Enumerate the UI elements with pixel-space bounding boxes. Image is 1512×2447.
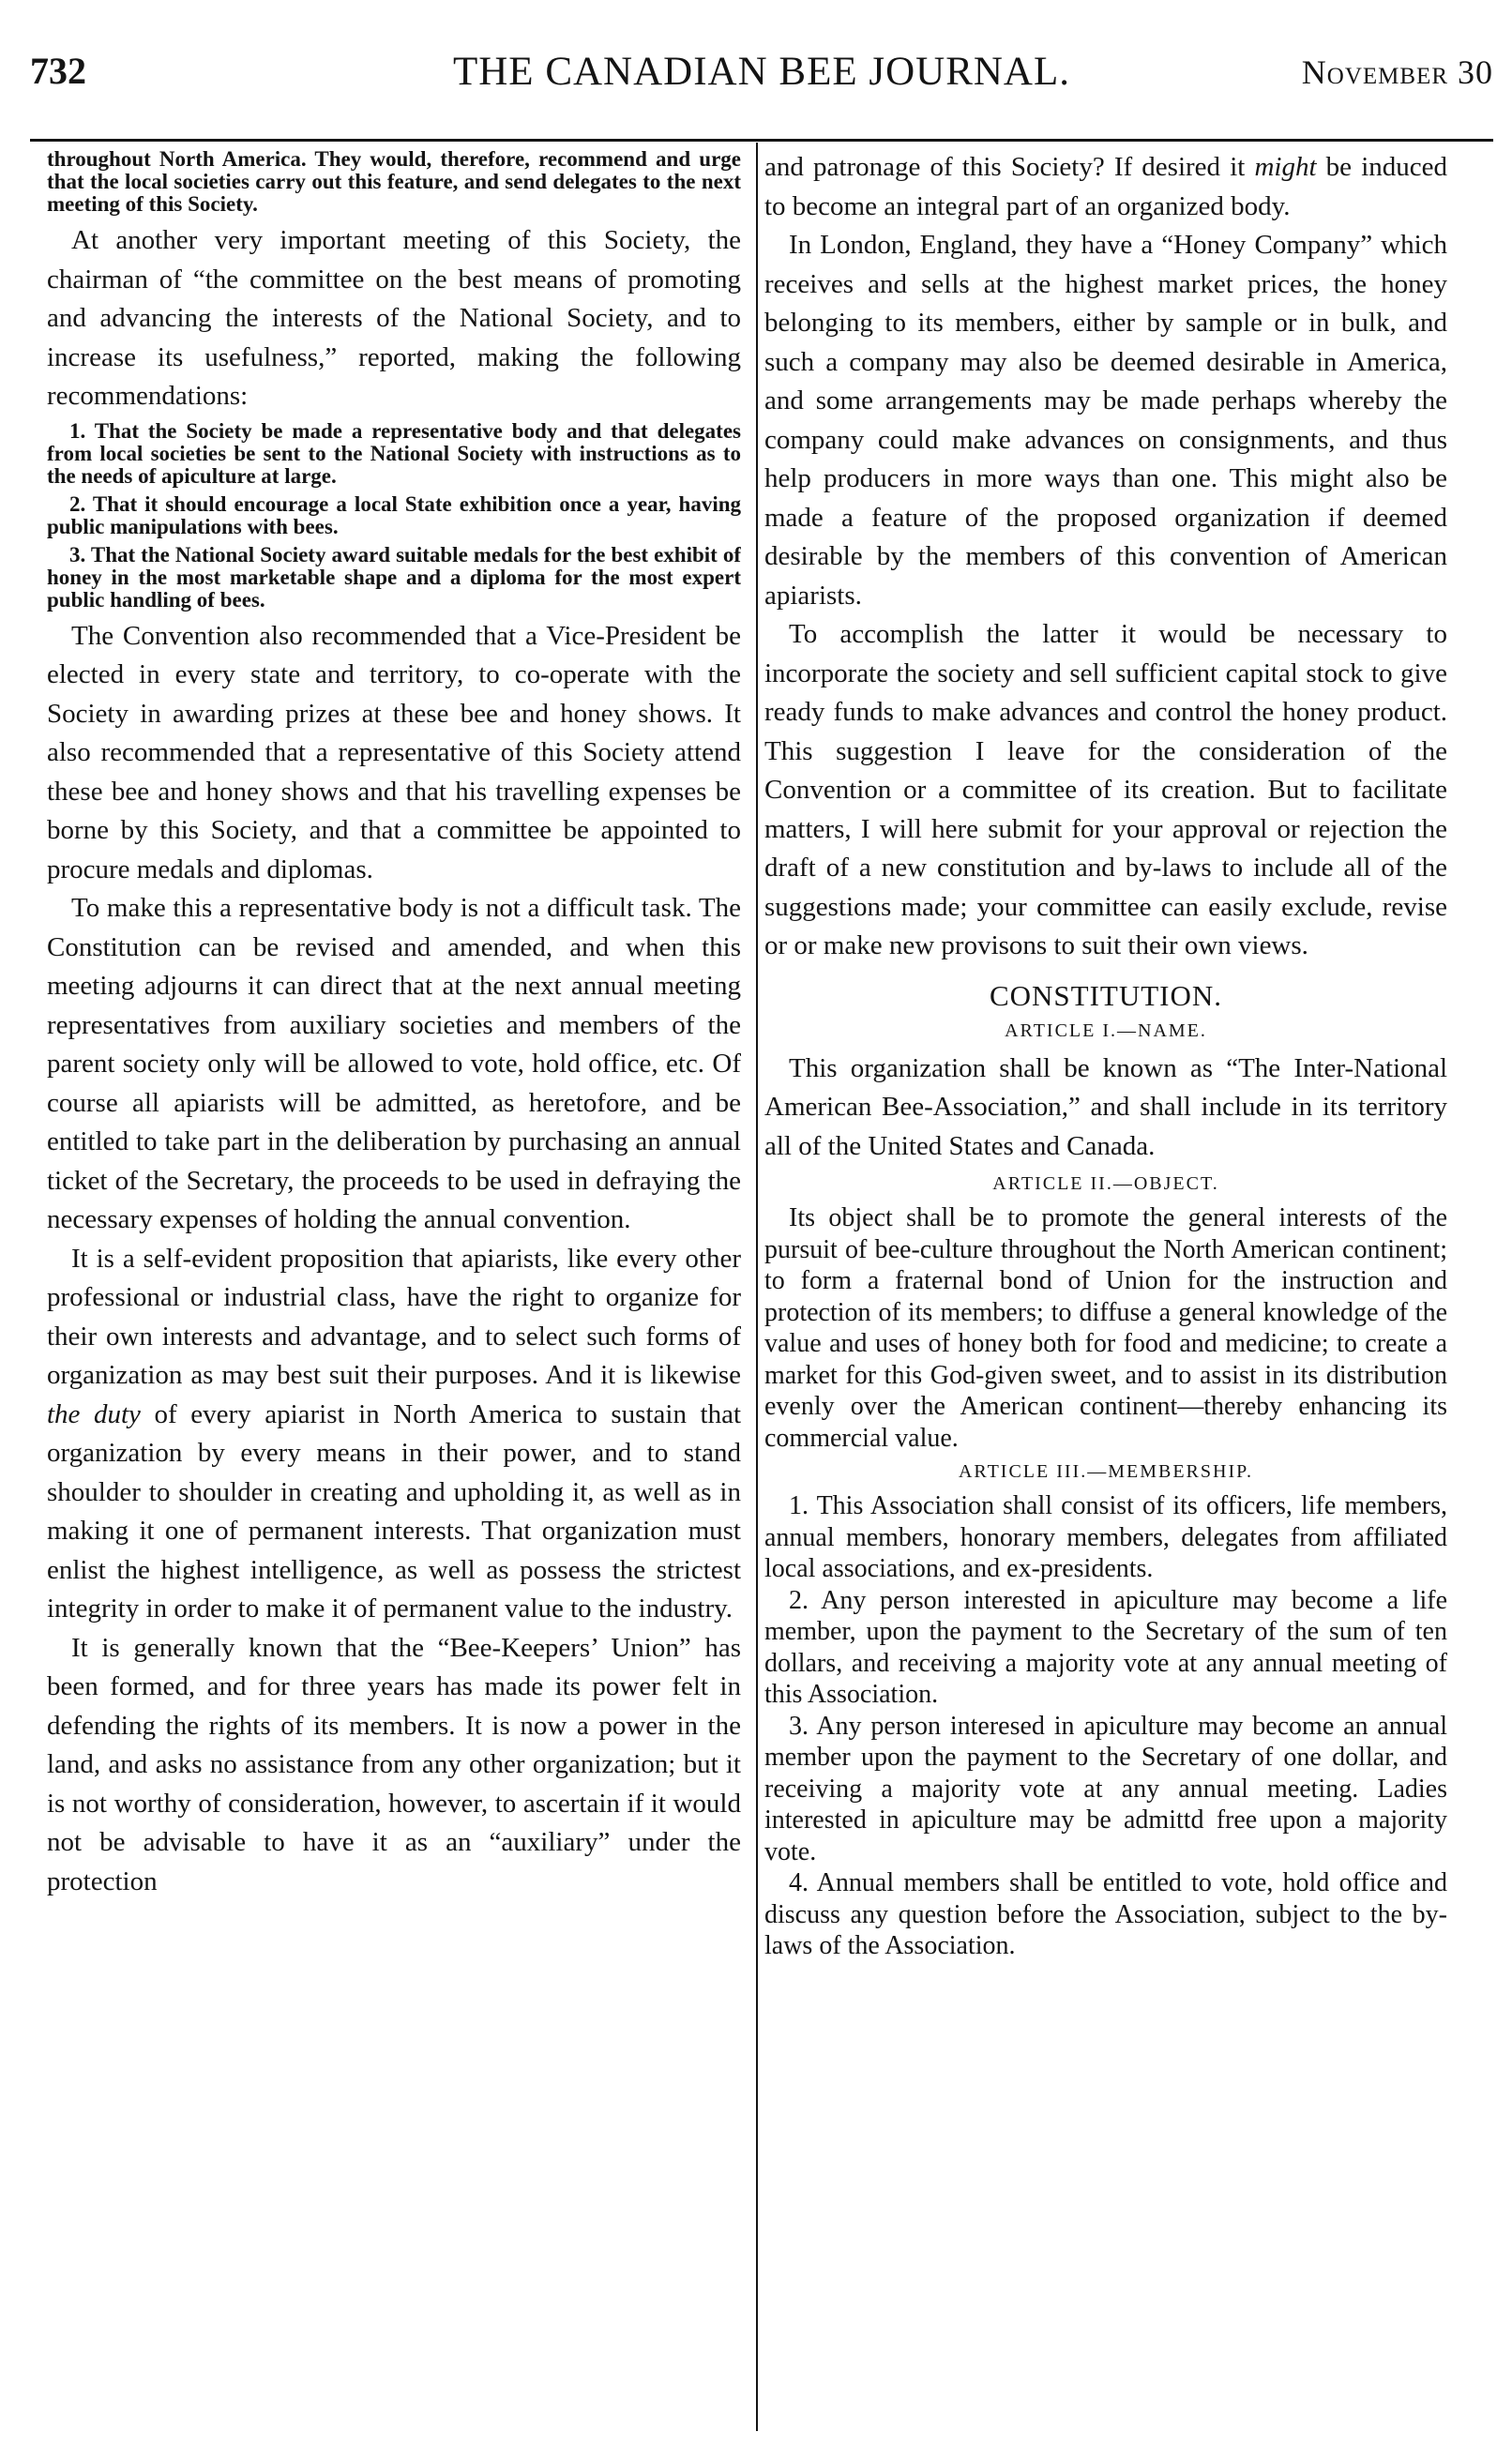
- text-run: and patronage of this Society? If desired it: [764, 152, 1255, 182]
- journal-title: THE CANADIAN BEE JOURNAL.: [452, 50, 1070, 94]
- paragraph: Its object shall be to promote the general interests of the pursuit of bee-culture throughout the North American continent; to form a fraternal bond of Union for the instruction and protection of its members; to diffuse a general knowledge of the value and uses of honey both for food and medicine; to create a market for this God-given sweet, and to assist in its distribution evenly over the American continent—thereby enhancing its commercial value.: [764, 1203, 1447, 1453]
- paragraph: In London, England, they have a “Honey Company” which receives and sells at the highest market prices, the honey belonging to its members, either by sample or in bulk, and such a company may also be deemed desirable in America, and some arrangements may be made perhaps whereby the company could make advances on consignments, and thus help producers in more ways than one. This might also be made a feature of the proposed organization if deemed desirable by the members of this convention of American apiarists.: [764, 230, 1447, 611]
- italic-emphasis: the duty: [47, 1398, 141, 1429]
- membership-clause: 3. Any person interesed in apiculture may become an annual member upon the payment to the Secretary of one dollar, and receiving a majority vote at any annual meeting. Ladies interested in apiculture may be admittd free upon a majority vote.: [764, 1711, 1447, 1866]
- right-column: [764, 148, 1447, 2441]
- membership-clause: 2. Any person interested in apiculture may become a life member, upon the payment to the Secretary of the sum of ten dollars, and receiving a majority vote at any annual meeting of this Association.: [764, 1585, 1447, 1709]
- recommendation-item: 2. That it should encourage a local State exhibition once a year, having public manipulations with bees.: [47, 491, 741, 538]
- paragraph: At another very important meeting of this Society, the chairman of “the committee on the best means of promoting and advancing the interests of the National Society, and to increase its usefulness,” reported, making the following recommendations:: [47, 225, 741, 411]
- article-heading: ARTICLE II.—OBJECT.: [992, 1173, 1219, 1194]
- paragraph: It is generally known that the “Bee-Keepers’ Union” has been formed, and for three years has made its power felt in defending the rights of its members. It is now a power in the land, and asks no assistance from any other organization; but it is not worthy of consideration, however, to ascertain if it would not be advisable to have it as an “auxiliary” under the protection: [47, 1632, 741, 1896]
- page-header: [30, 49, 1493, 105]
- constitution-heading: CONSTITUTION.: [989, 978, 1223, 1012]
- text-run: be induced to become an integral part of an organized body.: [764, 152, 1447, 221]
- paragraph: The Convention also recommended that a Vice-President be elected in every state and territory, to co-operate with the Society in awarding prizes at these bee and honey shows. It also recommended that a representative of this Society attend these bee and honey shows and that his travelling expenses be borne by this Society, and that a committee be appointed to procure medals and diplomas.: [47, 620, 741, 884]
- left-column: [47, 148, 741, 2441]
- column-divider: [756, 143, 758, 2431]
- text-run: It is a self-evident proposition that apiarists, like every other professional or industrial class, have the right to organize for their own interests and advantage, and to select such forms of organization as may best suit their purposes. And it is likewise: [47, 1243, 741, 1390]
- italic-emphasis: might: [1254, 152, 1317, 182]
- membership-clause: 1. This Association shall consist of its officers, life members, annual members, honorary members, delegates from affiliated local associations, and ex-presidents.: [764, 1491, 1447, 1583]
- page-number: 732: [30, 50, 86, 92]
- paragraph: To accomplish the latter it would be necessary to incorporate the society and sell sufficient capital stock to give ready funds to make advances and control the honey product. This suggestion I leave for the consideration of the Convention or a committee of its creation. But to facilitate matters, I will here submit for your approval or rejection the draft of a new constitution and by-laws to include all of the suggestions made; your committee can easily exclude, revise or or make new provisons to suit their own views.: [764, 619, 1447, 960]
- article-heading: ARTICLE I.—NAME.: [1005, 1020, 1207, 1041]
- issue-date: November 30: [1301, 53, 1493, 91]
- recommendation-item: 3. That the National Society award suitable medals for the best exhibit of honey in the most marketable shape and a diploma for the most expert public handling of bees.: [47, 542, 741, 612]
- header-rule: [30, 139, 1493, 142]
- membership-clause: 4. Annual members shall be entitled to vote, hold office and discuss any question before the Association, subject to the by-laws of the Association.: [764, 1868, 1447, 1960]
- recommendation-item: 1. That the Society be made a representative body and that delegates from local societies be sent to the National Society with instructions as to the needs of apiculture at large.: [47, 418, 741, 488]
- paragraph: This organization shall be known as “The Inter-National American Bee-Association,” and shall include in its territory all of the United States and Canada.: [764, 1052, 1447, 1161]
- paragraph: To make this a representative body is not a difficult task. The Constitution can be revised and amended, and when this meeting adjourns it can direct that at the next annual meeting representatives from auxiliary societies and members of the parent society only will be allowed to vote, hold office, etc. Of course all apiarists will be admitted, as heretofore, and be entitled to take part in the deliberation by purchasing an annual ticket of the Secretary, the proceeds to be used in defraying the necessary expenses of holding the annual convention.: [47, 893, 741, 1234]
- paragraph: throughout North America. They would, therefore, recommend and urge that the local societies carry out this feature, and send delegates to the next meeting of this Society.: [47, 148, 741, 216]
- paragraph: [47, 1240, 741, 1629]
- article-heading: ARTICLE III.—MEMBERSHIP.: [958, 1461, 1254, 1482]
- paragraph: [764, 148, 1447, 226]
- text-run: of every apiarist in North America to sustain that organization by every means in their power, and to stand shoulder to shoulder in creating and upholding it, as well as in making it one of permanent interests. That organization must enlist the highest intelligence, as well as possess the strictest integrity in order to make it of permanent value to the industry.: [47, 1398, 741, 1624]
